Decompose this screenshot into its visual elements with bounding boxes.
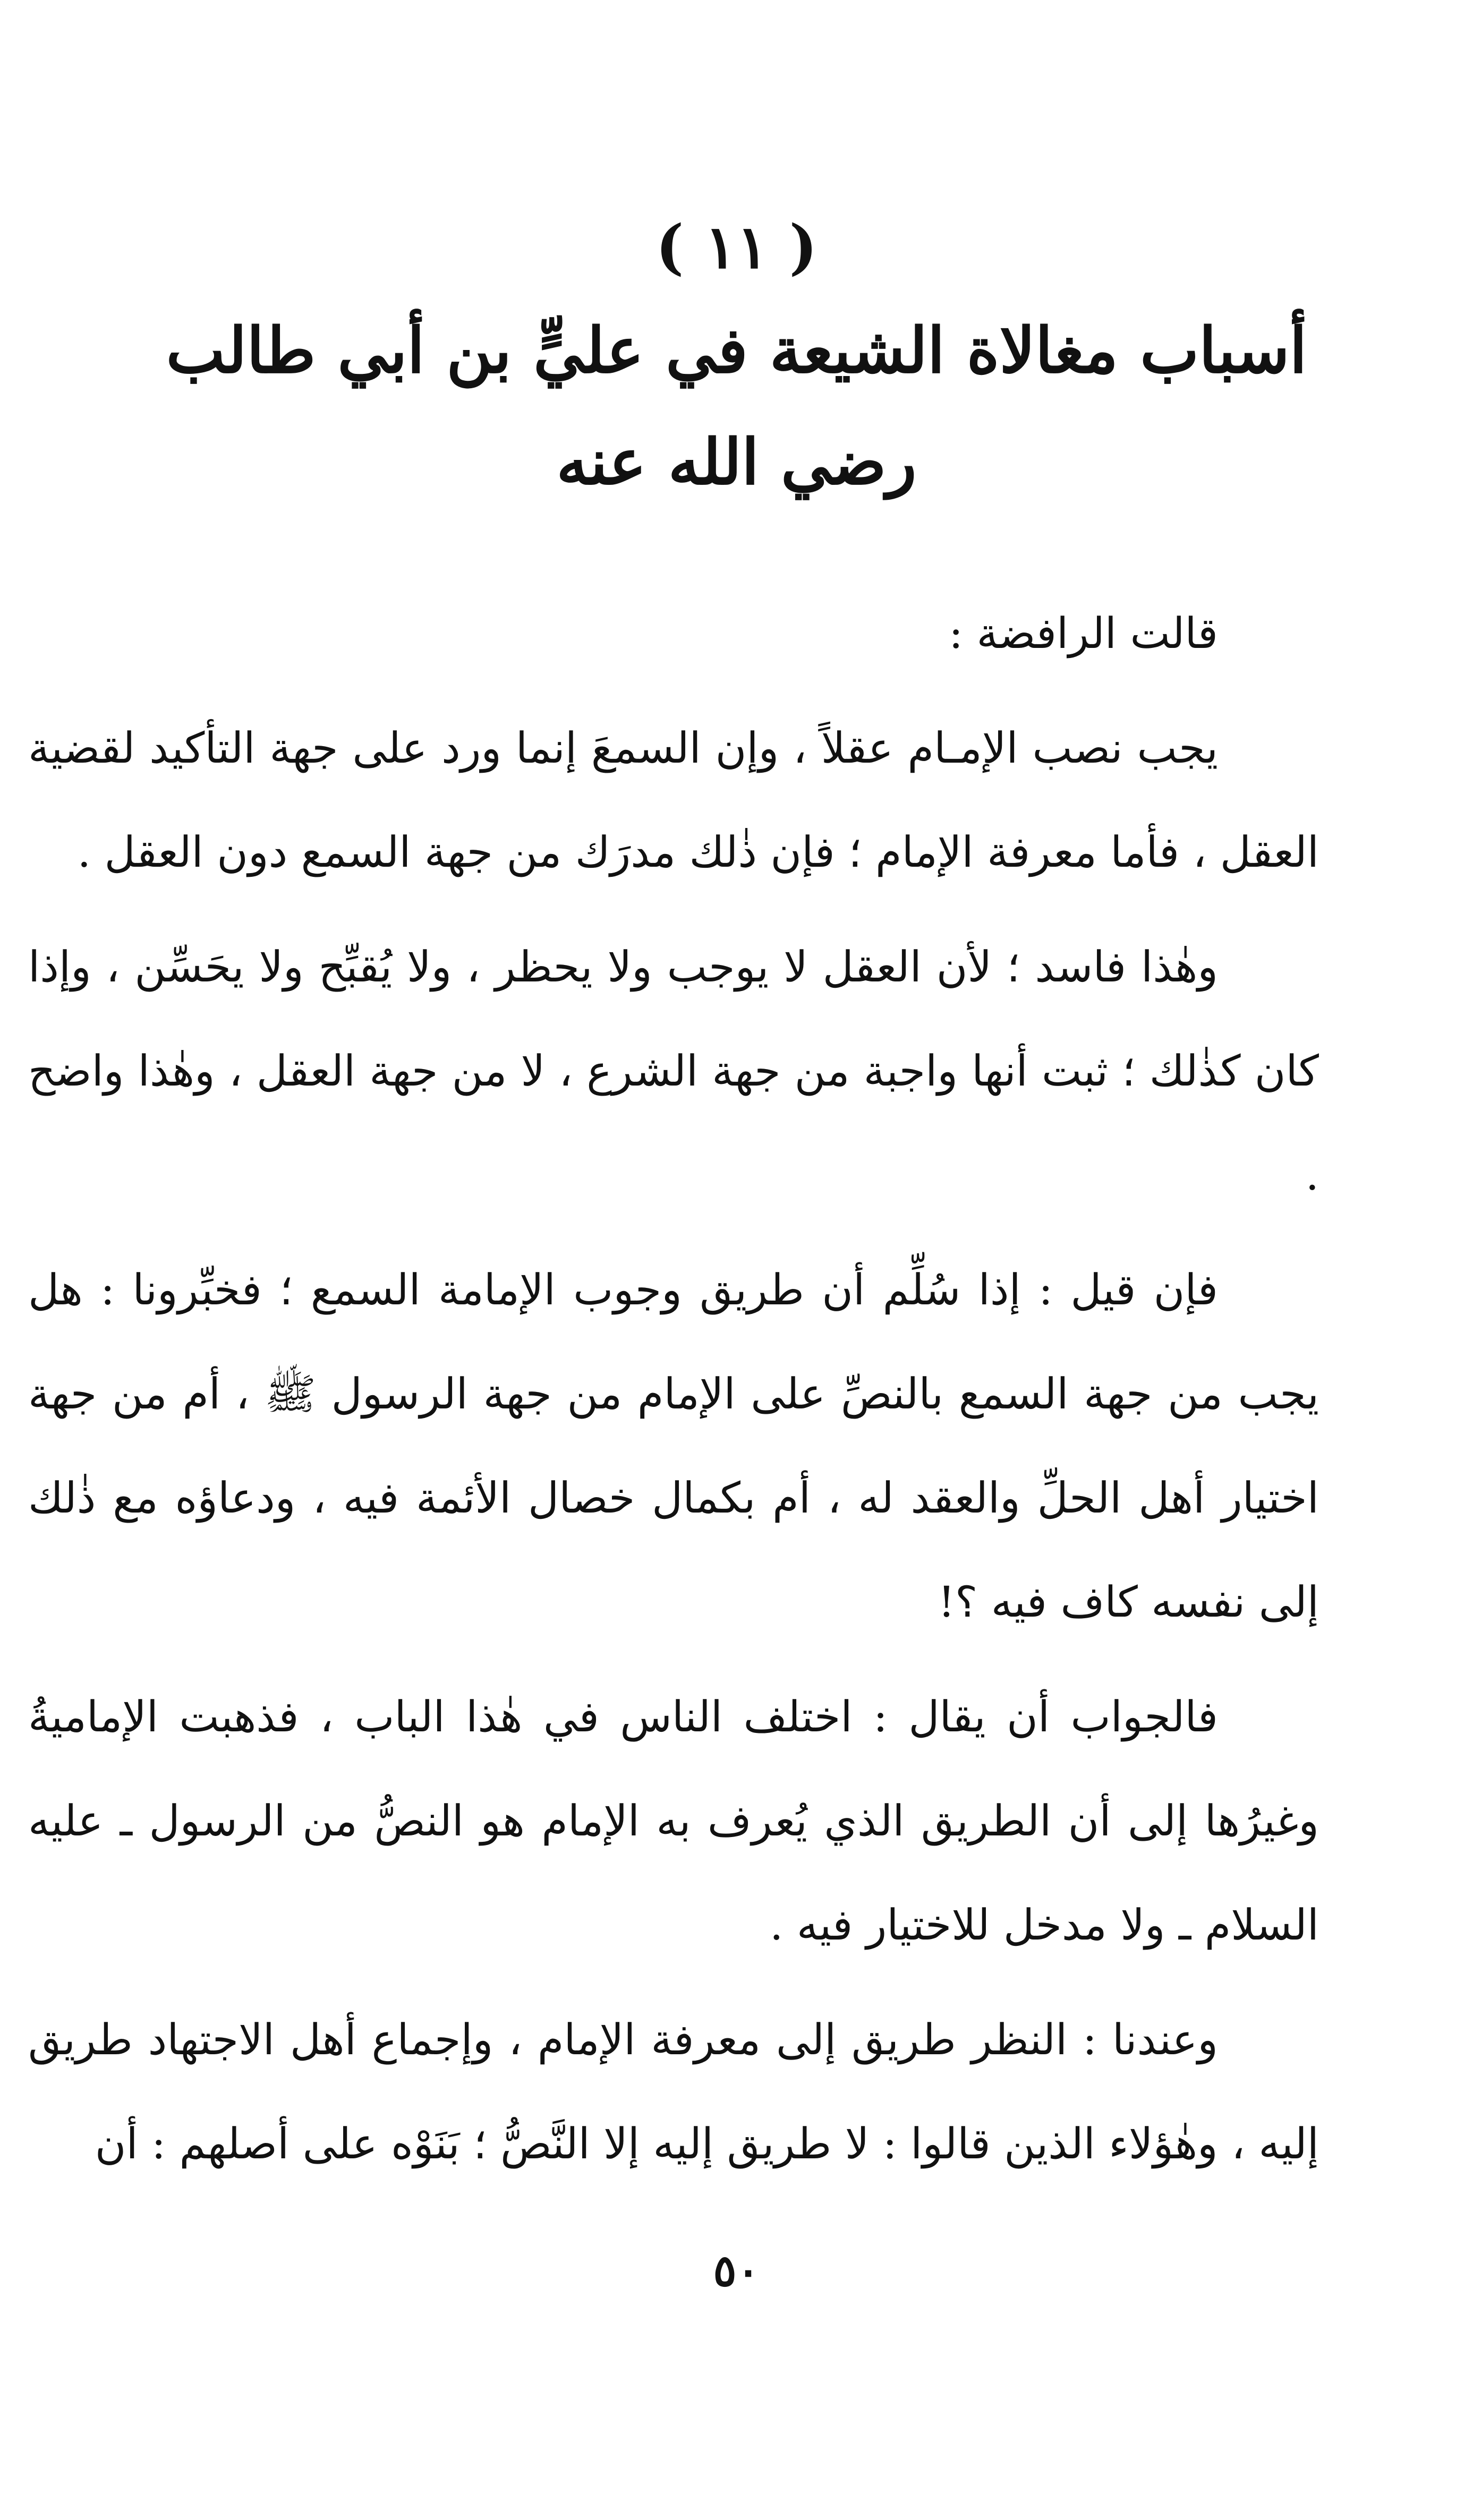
paragraph: فإن قيل : إذا سُلِّم أن طريق وجوب الإمامة السمع ؛ فخبِّرونا : هل يجب من جهة السمع بالنصِّ على الإمام من جهة الرسول ﷺ ، أم من جهة اختيار أهل الحلِّ والعقد له ، أم بكمال خصال الأئمة فيه ، ودعاؤه مع ذٰلك إلى نفسه كاف فيه ؟! [28, 1265, 1319, 1627]
chapter-title-line-2: رضي الله عنه [556, 425, 917, 499]
chapter-number: ( ١١ ) [655, 212, 818, 282]
paragraph: وهٰذا فاسد ؛ لأن العقل لا يوجب ولا يحظر ، ولا يُقبِّح ولا يحَسِّن ، وإذا كان كذٰلك ؛ ثبت أنها واجبة من جهة الشرع ، لا من جهة العقل ، وهٰذا واضح . [28, 942, 1319, 1200]
chapter-title-line-1: أسباب مغالاة الشيعة في عليٍّ بن أبي طالب [166, 313, 1307, 387]
page-number: ٥٠ [713, 2245, 760, 2296]
paragraph: يجب نصب الإمـام عقلاً ، وإن السمعَ إنما ورد على جهة التأكيد لقضية العقل ، فأما معرفة الإمام ؛ فإن ذٰلك مدرَك من جهة السمع دون العقل . [28, 723, 1319, 877]
paragraph: فالجواب أن يقال : اختلف الناس في هٰذا الباب ، فذهبت الإماميةُ وغيرُها إلى أن الطريق الذي يُعرف به الإمام هو النصُّ من الرسول ـ عليه السلام ـ ولا مدخل للاختيار فيه . [28, 1692, 1319, 1950]
paragraph: وعندنا : النظر طريق إلى معرفة الإمام ، وإجماع أهل الاجتهاد طريق إليه ، وهٰؤلاء الذين قالوا : لا طريق إليه إلا النَّصُّ ؛ بَنَوْه على أصلهم : أن [28, 2015, 1319, 2168]
paragraph-intro: قالت الرافضة : [949, 609, 1218, 658]
body-text [28, 582, 1319, 2207]
chapter-title [133, 295, 1340, 518]
